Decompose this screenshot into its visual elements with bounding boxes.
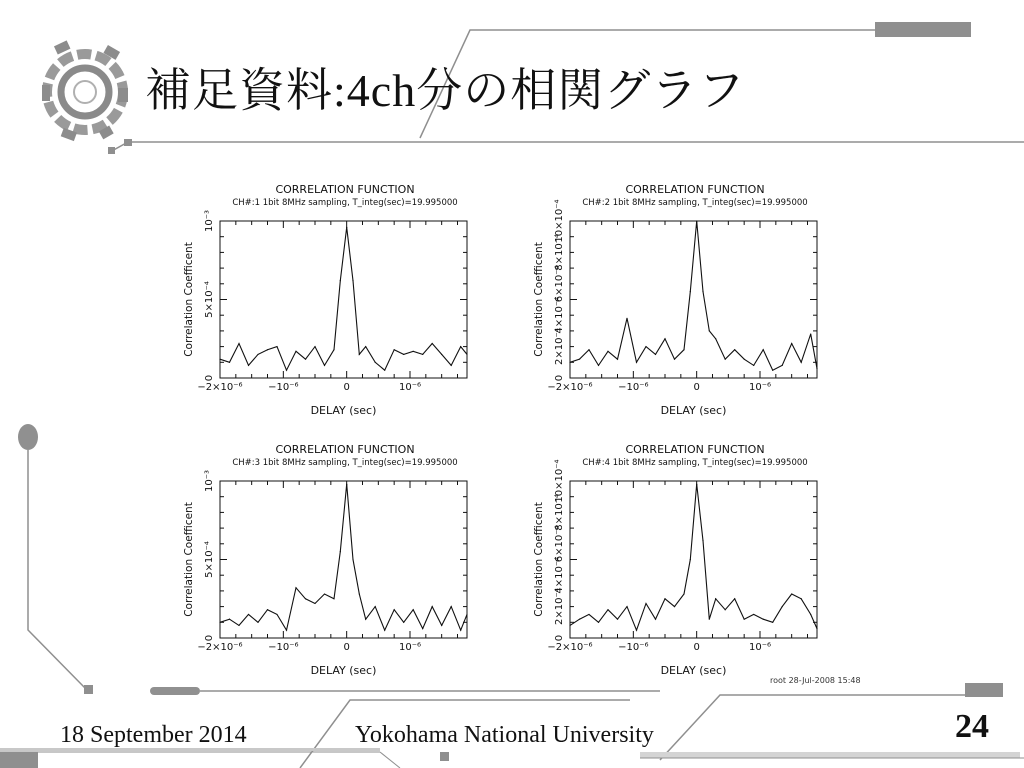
data-point (359, 354, 360, 355)
data-point (607, 609, 608, 610)
data-point (588, 349, 589, 350)
y-tick-label: 4×10⁻⁴ (554, 556, 565, 594)
data-point (413, 351, 414, 352)
data-point (333, 598, 334, 599)
data-point (579, 619, 580, 620)
plot-svg (525, 440, 865, 680)
data-point (655, 354, 656, 355)
data-point (257, 622, 258, 623)
data-point (696, 484, 697, 485)
data-point (763, 619, 764, 620)
data-point (238, 625, 239, 626)
data-point (375, 362, 376, 363)
x-tick-label: 0 (693, 642, 700, 653)
plot-timestamp: root 28-Jul-2008 15:48 (770, 676, 861, 685)
gear-logo-icon (42, 40, 128, 141)
data-point (588, 614, 589, 615)
x-tick-label: 10⁻⁶ (398, 642, 422, 653)
data-point (725, 359, 726, 360)
data-point (352, 280, 353, 281)
data-point (791, 343, 792, 344)
plot-title: CORRELATION FUNCTION (625, 183, 765, 196)
title-colon: : (333, 65, 347, 116)
data-point (286, 370, 287, 371)
data-point (801, 598, 802, 599)
correlation-plot-ch4 (525, 440, 865, 680)
y-tick-label: 0 (554, 374, 565, 382)
data-point (460, 630, 461, 631)
plot-subtitle: CH#:3 1bit 8MHz sampling, T_integ(sec)=19.995000 (232, 458, 458, 468)
data-point (617, 359, 618, 360)
data-point (702, 540, 703, 541)
data-point (248, 365, 249, 366)
data-point (267, 609, 268, 610)
x-tick-label: 0 (693, 382, 700, 393)
data-point (715, 338, 716, 339)
data-point (295, 351, 296, 352)
plot-frame (570, 221, 817, 378)
correlation-plot-ch3 (175, 440, 515, 680)
data-point (466, 354, 467, 355)
data-point (696, 220, 697, 221)
left-dot (18, 424, 38, 450)
footer-university: Yokohama National University (355, 722, 654, 748)
slide-title (145, 60, 745, 121)
plot-subtitle: CH#:2 1bit 8MHz sampling, T_integ(sec)=19.995000 (582, 198, 808, 208)
data-point (394, 609, 395, 610)
y-tick-label: 5×10⁻⁴ (204, 541, 215, 578)
data-point (810, 614, 811, 615)
x-tick-label: −2×10⁻⁶ (197, 642, 243, 653)
plot-svg (175, 440, 515, 680)
y-axis-label: Correlation Coefficent (183, 242, 195, 357)
x-tick-label: −2×10⁻⁶ (547, 642, 593, 653)
data-point (451, 606, 452, 607)
correlation-plot-ch2 (525, 180, 865, 420)
y-tick-label: 10⁻³ (204, 209, 215, 233)
x-tick-label: 10⁻⁶ (748, 642, 772, 653)
y-axis-label: Correlation Coefficent (183, 502, 195, 617)
x-axis-label: DELAY (sec) (310, 664, 377, 677)
data-point (702, 291, 703, 292)
data-point (617, 619, 618, 620)
data-point (441, 354, 442, 355)
data-point (340, 551, 341, 552)
data-point (375, 606, 376, 607)
data-point (305, 359, 306, 360)
data-point (466, 614, 467, 615)
plot-title: CORRELATION FUNCTION (275, 443, 415, 456)
title-suffix: 分の相関グラフ (416, 63, 746, 117)
data-point (744, 359, 745, 360)
data-point (569, 625, 570, 626)
data-point (674, 359, 675, 360)
plot-svg (175, 180, 515, 420)
plot-frame (220, 481, 467, 638)
data-point (422, 354, 423, 355)
y-tick-label: 10⁻³ (204, 469, 215, 493)
y-axis-label: Correlation Coefficent (533, 242, 545, 357)
x-tick-label: −10⁻⁶ (618, 642, 649, 653)
data-point (753, 365, 754, 366)
x-tick-label: −2×10⁻⁶ (547, 382, 593, 393)
y-tick-label: 8×10⁻⁴ (554, 234, 565, 271)
y-tick-label: 10×10⁻⁴ (554, 459, 565, 503)
plot-subtitle: CH#:1 1bit 8MHz sampling, T_integ(sec)=19.995000 (232, 198, 458, 208)
correlation-series-line (570, 484, 817, 630)
data-point (810, 333, 811, 334)
data-point (801, 362, 802, 363)
data-point (569, 362, 570, 363)
data-point (782, 365, 783, 366)
data-point (636, 362, 637, 363)
plot-title: CORRELATION FUNCTION (275, 183, 415, 196)
data-point (744, 619, 745, 620)
x-tick-label: −10⁻⁶ (268, 642, 299, 653)
data-point (690, 291, 691, 292)
data-point (451, 365, 452, 366)
x-axis-label: DELAY (sec) (660, 664, 727, 677)
data-point (314, 346, 315, 347)
data-point (441, 625, 442, 626)
data-point (219, 622, 220, 623)
y-tick-label: 6×10⁻⁴ (554, 265, 565, 303)
data-point (674, 606, 675, 607)
data-point (598, 365, 599, 366)
plot-title: CORRELATION FUNCTION (625, 443, 765, 456)
data-point (432, 606, 433, 607)
y-tick-label: 2×10⁻⁴ (554, 328, 565, 365)
data-point (365, 619, 366, 620)
plot-subtitle: CH#:4 1bit 8MHz sampling, T_integ(sec)=19.995000 (582, 458, 808, 468)
plot-svg (525, 180, 865, 420)
data-point (248, 614, 249, 615)
title-latin: 4ch (346, 65, 417, 116)
data-point (645, 346, 646, 347)
data-point (219, 359, 220, 360)
footer-date: 18 September 2014 (60, 722, 247, 748)
data-point (346, 227, 347, 228)
data-point (664, 338, 665, 339)
data-point (413, 609, 414, 610)
x-axis-label: DELAY (sec) (660, 404, 727, 417)
y-tick-label: 10×10⁻⁴ (554, 199, 565, 243)
data-point (690, 559, 691, 560)
data-point (734, 598, 735, 599)
data-point (365, 346, 366, 347)
x-tick-label: 0 (343, 382, 350, 393)
data-point (238, 343, 239, 344)
x-tick-label: −10⁻⁶ (268, 382, 299, 393)
data-point (772, 622, 773, 623)
correlation-series-line (570, 221, 817, 370)
x-tick-label: −2×10⁻⁶ (197, 382, 243, 393)
correlation-plot-ch1 (175, 180, 515, 420)
data-point (709, 619, 710, 620)
data-point (333, 349, 334, 350)
data-point (276, 346, 277, 347)
data-point (340, 280, 341, 281)
data-point (645, 603, 646, 604)
correlation-series-line (220, 227, 467, 370)
data-point (257, 354, 258, 355)
data-point (286, 630, 287, 631)
data-point (324, 593, 325, 594)
data-point (636, 630, 637, 631)
data-point (384, 370, 385, 371)
y-tick-label: 6×10⁻⁴ (554, 525, 565, 563)
data-point (394, 349, 395, 350)
data-point (460, 346, 461, 347)
data-point (709, 330, 710, 331)
data-point (734, 349, 735, 350)
x-axis-label: DELAY (sec) (310, 404, 377, 417)
y-axis-label: Correlation Coefficent (533, 502, 545, 617)
x-tick-label: 10⁻⁶ (398, 382, 422, 393)
data-point (229, 619, 230, 620)
title-prefix: 補足資料 (145, 63, 333, 117)
data-point (359, 593, 360, 594)
page-number: 24 (955, 708, 989, 745)
data-point (324, 365, 325, 366)
x-tick-label: −10⁻⁶ (618, 382, 649, 393)
data-point (229, 362, 230, 363)
plot-frame (220, 221, 467, 378)
data-point (422, 628, 423, 629)
y-tick-label: 5×10⁻⁴ (204, 281, 215, 318)
correlation-series-line (220, 484, 467, 630)
data-point (579, 359, 580, 360)
data-point (432, 343, 433, 344)
data-point (626, 318, 627, 319)
data-point (664, 598, 665, 599)
data-point (384, 630, 385, 631)
data-point (655, 619, 656, 620)
x-tick-label: 10⁻⁶ (748, 382, 772, 393)
y-tick-label: 0 (204, 634, 215, 642)
y-tick-label: 0 (554, 634, 565, 642)
data-point (791, 593, 792, 594)
data-point (403, 354, 404, 355)
y-tick-label: 4×10⁻⁴ (554, 296, 565, 334)
data-point (346, 484, 347, 485)
data-point (816, 368, 817, 369)
data-point (782, 606, 783, 607)
data-point (295, 587, 296, 588)
y-tick-label: 8×10⁻⁴ (554, 494, 565, 531)
data-point (683, 349, 684, 350)
data-point (753, 614, 754, 615)
y-tick-label: 2×10⁻⁴ (554, 588, 565, 625)
data-point (276, 614, 277, 615)
data-point (267, 349, 268, 350)
y-tick-label: 0 (204, 374, 215, 382)
data-point (403, 622, 404, 623)
data-point (626, 606, 627, 607)
data-point (314, 603, 315, 604)
data-point (683, 593, 684, 594)
x-tick-label: 0 (343, 642, 350, 653)
data-point (772, 370, 773, 371)
data-point (598, 622, 599, 623)
top-right-bar (875, 22, 971, 37)
data-point (607, 351, 608, 352)
data-point (715, 598, 716, 599)
data-point (816, 628, 817, 629)
data-point (725, 609, 726, 610)
plot-frame (570, 481, 817, 638)
data-point (305, 598, 306, 599)
data-point (763, 349, 764, 350)
data-point (352, 559, 353, 560)
